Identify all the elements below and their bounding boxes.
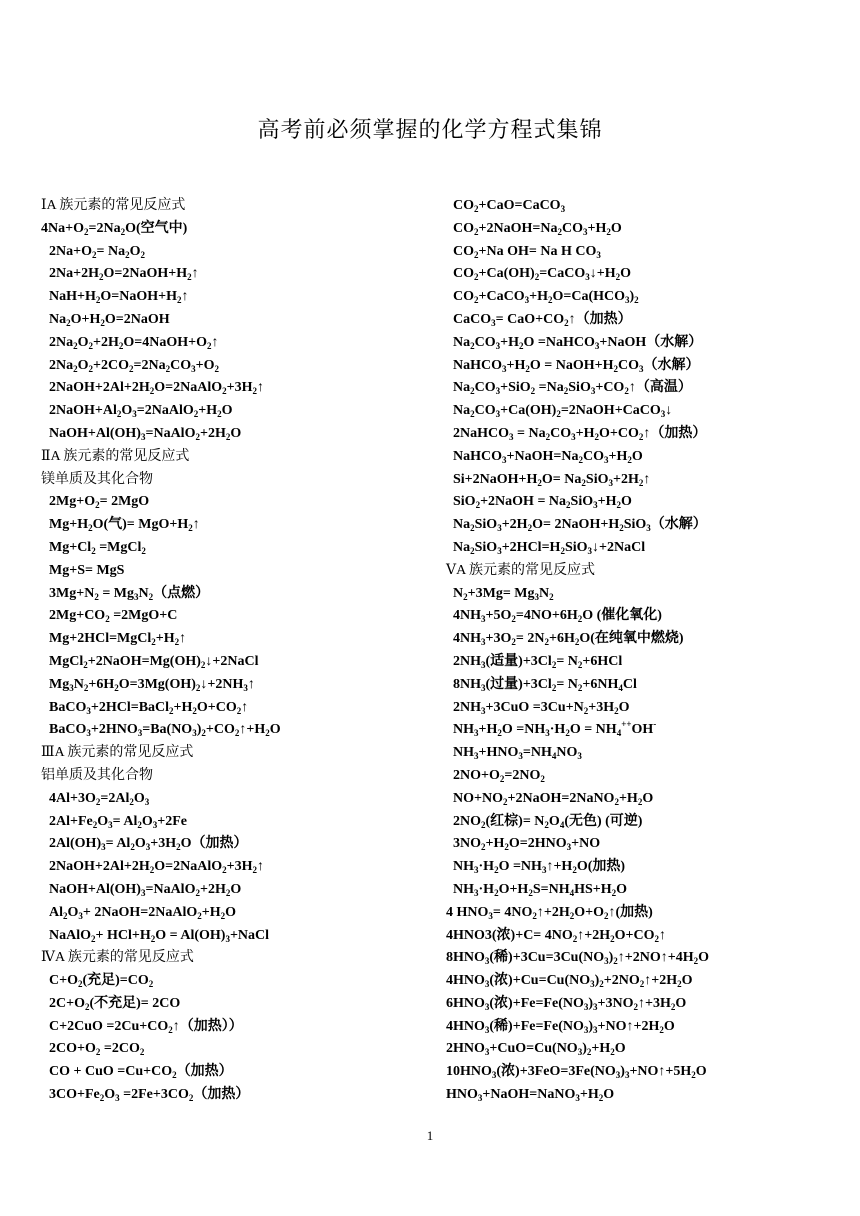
equation-line: $2NaOH+2Al+2H_2O=2NaAlO_2+3H_2↑$ — [49, 380, 264, 397]
equation-line: $Mg_3N_2+6H_2O=3Mg(OH)_2↓+2NH_3↑$ — [49, 676, 255, 693]
equation-line: $2NH_3+3CuO =3Cu+N_2+3H_2O$ — [453, 699, 630, 716]
equation-line: 4HNO3(浓)$+C= 4NO_2↑+2H_2O+CO_2↑$ — [446, 927, 667, 944]
equation-line: $8HNO_3$(稀)$+3Cu=3Cu(NO_3)_2↑+2NO↑+4H_2O$ — [446, 950, 710, 967]
equation-line: NaAlO$_2$+ $HCl+H_2O$ = $Al(OH)_3+NaCl$ — [49, 927, 270, 944]
equation-line: $Na_2SiO_3+2HCl=H_2SiO_3↓+2NaCl$ — [453, 539, 646, 556]
equation-line: $CO_2+CaCO_3+H_2O=Ca(HCO_3)_2$ — [453, 289, 639, 306]
section-heading: ⅣA 族元素的常见反应式 — [41, 950, 194, 966]
equation-line: $2Na+O_2= Na_2O_2$ — [49, 243, 145, 260]
equation-line: 2NaHCO$_3$ = $Na_2CO_3+H_2O+CO_2↑$（加热） — [453, 425, 707, 442]
equation-line: $Si+2NaOH+H_2O=$ $Na_2SiO_3+2H_2↑$ — [453, 471, 651, 488]
equation-line: $2NO+O_2=2NO_2$ — [453, 767, 545, 784]
equation-line: $Na_2CO_3+SiO_2$ $=Na_2SiO_3+CO_2↑$（高温） — [453, 380, 692, 397]
equation-line: $4HNO_3$(浓)$+Cu=Cu(NO_3)_2+2NO_2↑+2H_2O$ — [446, 973, 693, 990]
section-heading: ⅢA 族元素的常见反应式 — [41, 745, 194, 761]
equation-line: $2Mg+O_2= 2MgO$ — [49, 494, 150, 511]
equation-line: $2Na_2O_2+2CO_2=2Na_2CO_3+O_2$ — [49, 357, 219, 374]
equation-line: $2Al(OH)_3= Al_2O_3+3H_2O$（加热） — [49, 836, 248, 853]
equation-line: Mg+S= MgS — [49, 562, 125, 578]
equation-line: $2Al+Fe_2O_3= Al_2O_3+2Fe$ — [49, 813, 187, 830]
equation-line: $NaHCO_3+NaOH=Na_2CO_3+H_2O$ — [453, 448, 643, 465]
equation-line: $2Mg+CO_2 =2MgO+C$ — [49, 608, 178, 625]
equation-line: $BaCO_3+2HCl=BaCl_2+H_2O+CO_2↑$ — [49, 699, 249, 716]
section-heading: ⅡA 族元素的常见反应式 — [41, 448, 190, 464]
right-equation-column — [446, 195, 846, 1107]
equation-line: $MgCl_2+2NaOH=Mg(OH)_2↓+2NaCl$ — [49, 653, 259, 670]
equation-line: $Na_2CO_3+Ca(OH)_2=2NaOH+CaCO_3↓$ — [453, 403, 673, 420]
equation-line: $10HNO_3$(浓)$+3FeO=3Fe(NO_3)_3+NO↑+5H_2O$ — [446, 1064, 707, 1081]
equation-line: $3CO+Fe_2O_3 =2Fe+3CO_2$（加热） — [49, 1087, 250, 1104]
equation-line: $4HNO_3$(稀)$+Fe=Fe(NO_3)_3+NO↑+2H_2O$ — [446, 1018, 675, 1035]
equation-line: $N_2+3Mg= Mg_3N_2$ — [453, 585, 554, 602]
equation-line: $CO_2+Na$ OH= Na H $CO_3$ — [453, 243, 601, 260]
equation-line: $Al_2O_3+$ $2NaOH=2NaAlO_2+H_2O$ — [49, 904, 237, 921]
equation-line: $Na_2CO_3+H_2O$ =NaHCO$_3$+NaOH（水解） — [453, 334, 703, 351]
equation-line: $NH_3+H_2O =NH_3\cdot H_2O = NH_4^{++}OH^-$ — [453, 719, 657, 739]
left-equation-column — [41, 195, 441, 1107]
equation-line: $NaOH+Al(OH)_3=NaAlO_2+2H_2O$ — [49, 425, 242, 442]
equation-line: $Mg+H_2O$(气)= $MgO+H_2↑$ — [49, 517, 200, 534]
section-heading: ⅠA 族元素的常见反应式 — [41, 198, 186, 213]
equation-line: $2Na+2H_2O=2NaOH+H_2↑$ — [49, 266, 199, 283]
equation-line: SiO$_2$+2NaOH = $Na_2SiO_3+H_2O$ — [453, 494, 632, 511]
equation-line: $CO_2+2NaOH=Na_2CO_3+H_2O$ — [453, 220, 622, 237]
equation-line: $2NO_2$(红棕)= $N_2O_4$(无色) (可逆) — [453, 813, 643, 830]
equation-line: CO + CuO $=Cu+CO_2$（加热） — [49, 1064, 233, 1081]
equation-line: $C+O_2$(充足)$=CO_2$ — [49, 973, 154, 990]
equation-line: $8NH_3$(过量)$+3Cl_2= N_2+6NH_4Cl$ — [453, 676, 637, 693]
equation-line: $4NH_3+3O_2= 2N_2+6H_2O$(在纯氧中燃烧) — [453, 631, 684, 648]
equation-line: $NH_3\cdot H_2O+H_2S=NH_4HS+H_2O$ — [453, 881, 628, 898]
equation-line: $4Al+3O_2=2Al_2O_3$ — [49, 790, 150, 807]
equation-line: $2C+O_2$(不充足)= 2CO — [49, 995, 181, 1012]
equation-line: $2CO+O_2 =2CO_2$ — [49, 1041, 145, 1058]
equation-line: $6HNO_3$(浓)$+Fe=Fe(NO_3)_3+3NO_2↑+3H_2O$ — [446, 995, 687, 1012]
equation-line: $3NO_2+H_2O=2HNO_3+NO$ — [453, 836, 601, 853]
equation-line: $3Mg+N_2 = Mg_3N_2$（点燃） — [49, 585, 210, 602]
equation-line: $NO+NO_2+2NaOH=2NaNO_2+H_2O$ — [453, 790, 654, 807]
page-title: 高考前必须掌握的化学方程式集锦 — [257, 117, 603, 142]
equation-line: $C+2CuO =2Cu+CO_2↑$（加热）） — [49, 1018, 243, 1035]
equation-line: $Mg+Cl_2$ =MgCl$_2$ — [49, 539, 146, 556]
equation-line: $NH_3\cdot H_2O$ $=NH_3↑+H_2O$(加热) — [453, 859, 626, 876]
section-heading: ⅤA 族元素的常见反应式 — [446, 562, 595, 578]
page-number: 1 — [426, 1128, 434, 1143]
section-heading: 镁单质及其化合物 — [41, 471, 153, 487]
equation-line: $CO_2+CaO=CaCO_3$ — [453, 198, 566, 214]
equation-line: CaCO$_3$= $CaO+CO_2↑$（加热） — [453, 311, 632, 328]
section-heading: 铝单质及其化合物 — [41, 767, 153, 783]
equation-line: $4NH_3+5O_2=4NO+6H_2O$ (催化氧化) — [453, 608, 662, 625]
equation-line: $NaH+H_2O=NaOH+H_2↑$ — [49, 289, 189, 306]
equation-line: $BaCO_3+2HNO_3=Ba(NO_3)_2+CO_2↑+H_2O$ — [49, 722, 281, 739]
equation-line: $2Na_2O_2+2H_2O=4NaOH+O_2↑$ — [49, 334, 219, 351]
equation-line: $NaOH+Al(OH)_3=NaAlO_2+2H_2O$ — [49, 881, 242, 898]
equation-line: $2NH_3$(适量)$+3Cl_2= N_2+6HCl$ — [453, 653, 623, 670]
equation-line: $NH_3+HNO_3=NH_4NO_3$ — [453, 745, 582, 762]
equation-line: $2NaOH+Al_2O_3=2NaAlO_2+H_2O$ — [49, 403, 233, 420]
equation-line: $Na_2SiO_3+2H_2O=$ $2NaOH+H_2SiO_3$（水解） — [453, 517, 707, 534]
equation-line: $CO_2+Ca(OH)_2=CaCO_3↓+H_2O$ — [453, 266, 632, 283]
equation-line: $2HNO_3+CuO=Cu(NO_3)_2+H_2O$ — [446, 1041, 626, 1058]
equation-line: $Mg+2HCl=MgCl_2+H_2↑$ — [49, 631, 187, 648]
equation-line: $Na_2O+H_2O=2NaOH$ — [49, 311, 170, 328]
equation-line: 4 $HNO_3=$ $4NO_2↑+2H_2O+O_2↑$(加热) — [446, 904, 653, 921]
equation-line: $NaHCO_3+H_2O$ = $NaOH+H_2CO_3$（水解） — [453, 357, 700, 374]
equation-line: $4Na+O_2=2Na_2O$(空气中) — [41, 220, 188, 237]
equation-line: $2NaOH+2Al+2H_2O=2NaAlO_2+3H_2↑$ — [49, 859, 264, 876]
equation-line: $HNO_3+NaOH=NaNO_3+H_2O$ — [446, 1087, 615, 1104]
